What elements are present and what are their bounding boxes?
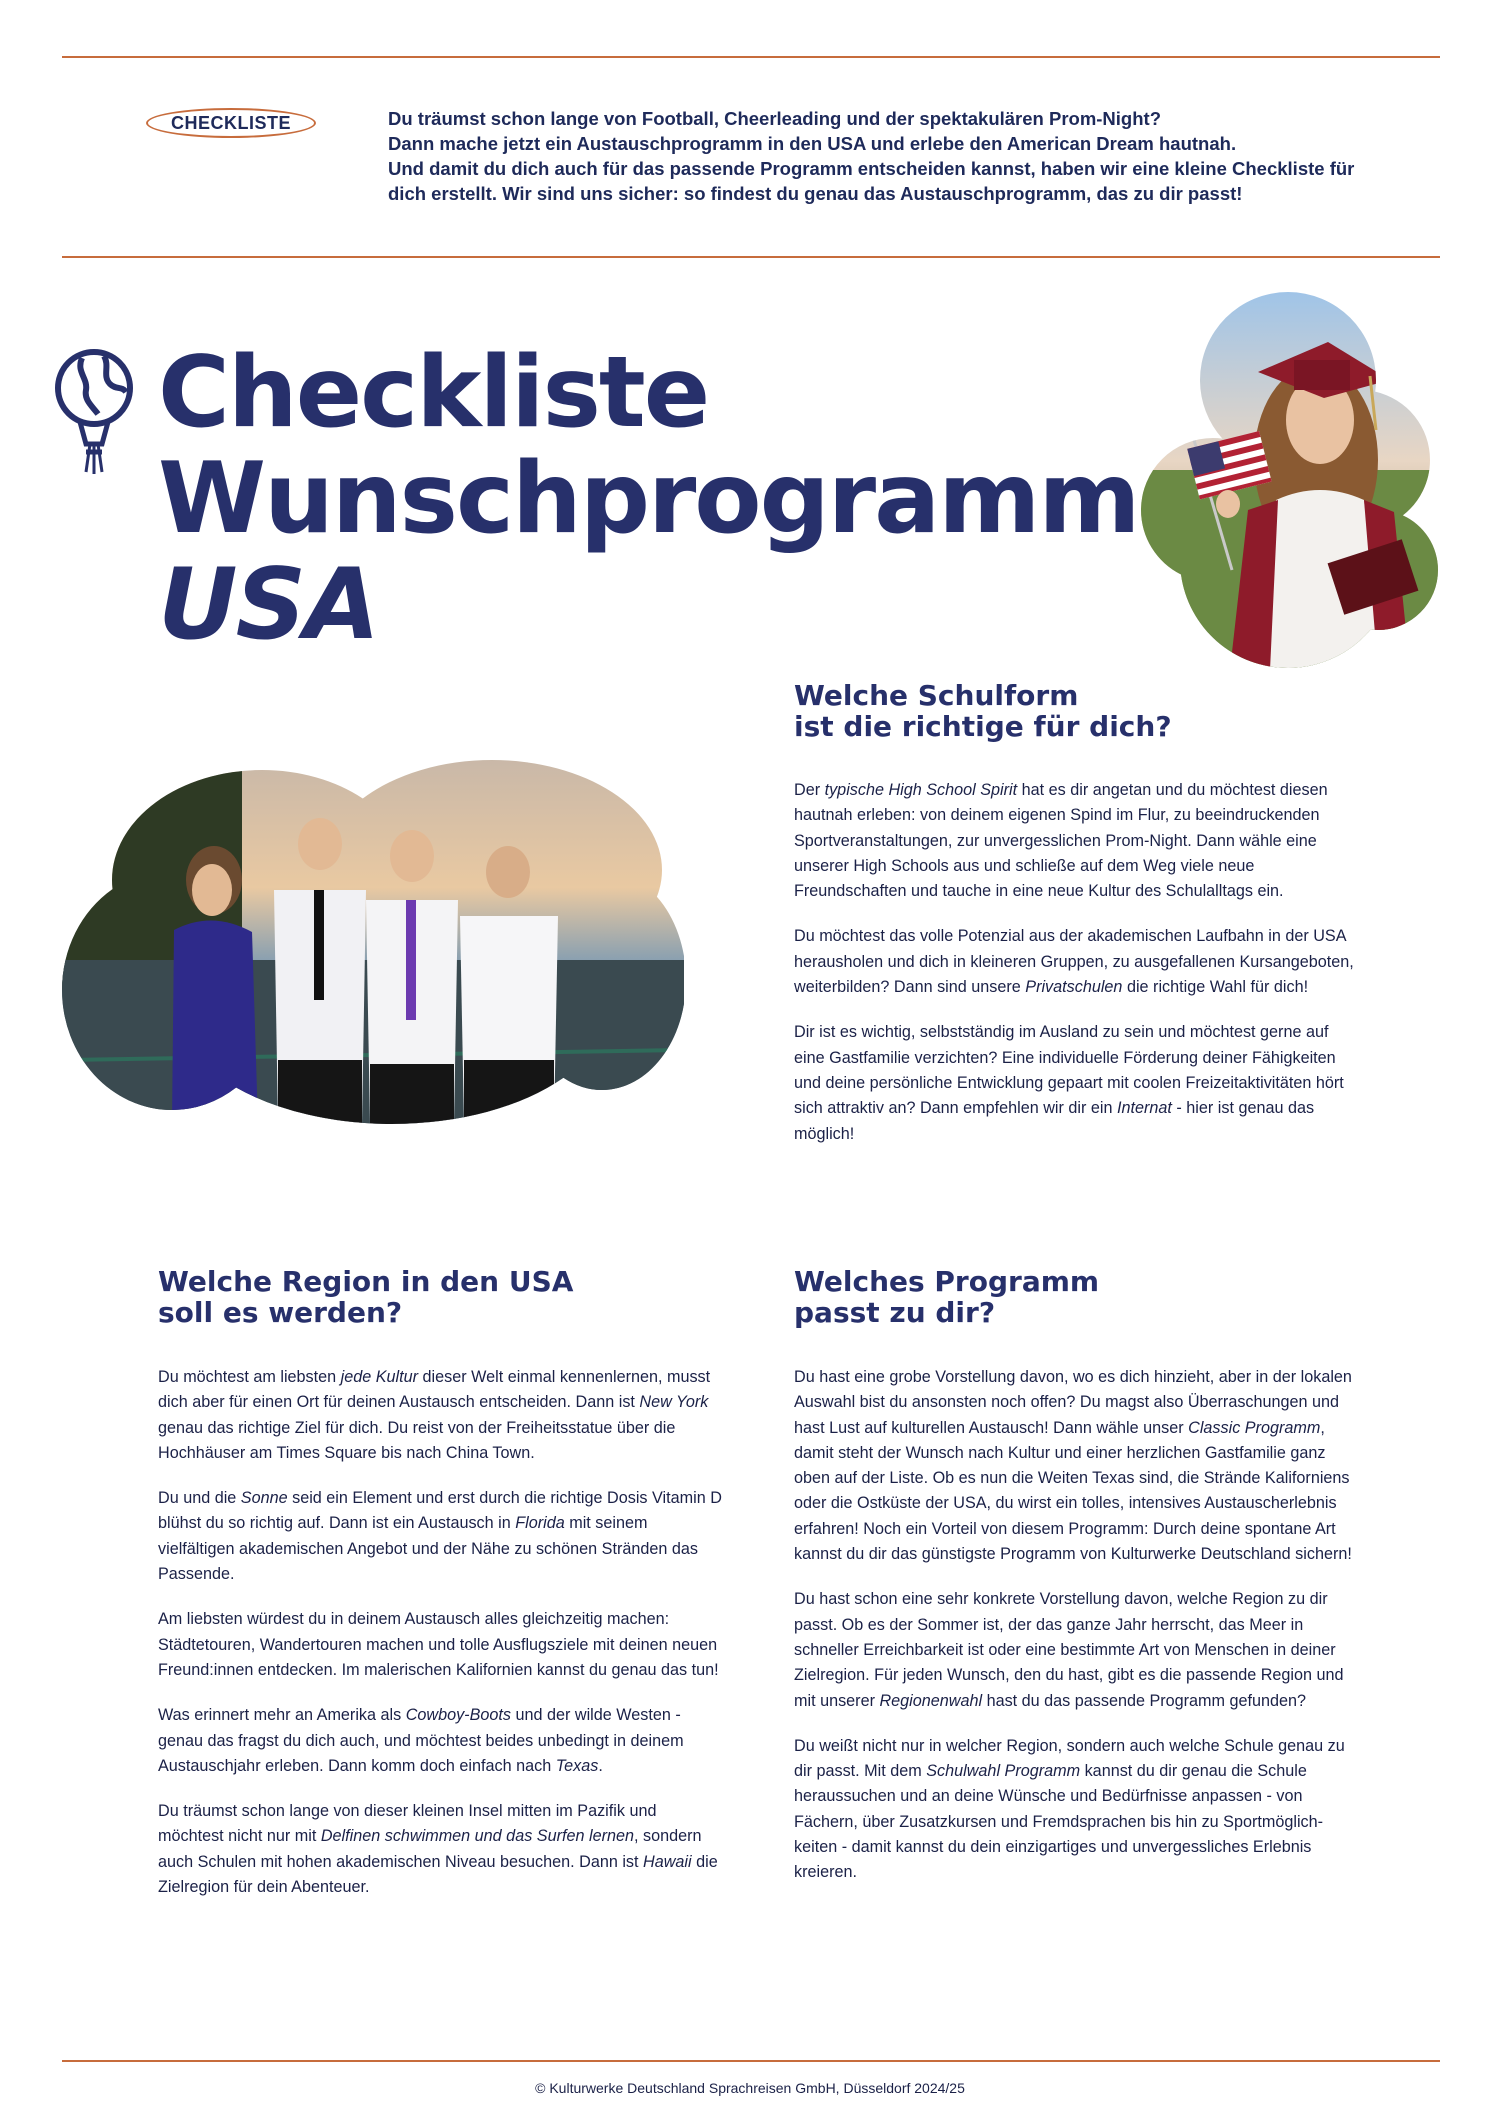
region-paragraph-4: Was erinnert mehr an Amerika als Cowboy-Boots und der wilde Westen - genau das fragst du dich auch, und möchtest beides unbedingt in deinem Austauschjahr erleben. Dann komm doch einfach nach Texas. bbox=[158, 1706, 684, 1775]
schulform-paragraph-2: Du möchtest das volle Potenzial aus der akademischen Laufbahn in der USA herausholen und dich in kleineren Gruppen, zu ausgefallenen Kursangeboten, weiterbilden? Dann sind unsere Privatschulen die richtige Wahl für dich! bbox=[794, 927, 1354, 997]
region-paragraph-5: Du träumst schon lange von dieser kleinen Insel mitten im Pazifik und möchtest nicht nur mit Delfinen schwimmen und das Surfen lernen, sondern auch Schulen mit hohen akademischen Niveau besuchen. Dann ist Hawaii die Zielregion für dein Abenteuer. bbox=[158, 1802, 718, 1897]
intro-line: Du träumst schon lange von Football, Cheerleading und der spektakulären Prom-Night? bbox=[388, 108, 1161, 129]
group-photo bbox=[62, 760, 684, 1124]
schulform-paragraph-1: Der typische High School Spirit hat es dir angetan und du möchtest diesen hautnah erleben: von deinem eigenen Spind im Flur, zu beeindruckenden Sportveranstaltungen, zur unvergesslichen Prom-Night. Dann wähle eine unserer High Schools aus und schließe auf dem Weg viele neue Freundschaften und tauche in eine neue Kultur des Schulalltags ein. bbox=[794, 781, 1328, 901]
schulform-heading-line-2: ist die richtige für dich? bbox=[794, 710, 1172, 743]
title-line-1: Checkliste bbox=[158, 336, 709, 450]
region-paragraph-3: Am liebsten würdest du in deinem Austausch alles gleichzeitig machen: Städtetouren, Wandertouren machen und tolle Ausflugsziele mit deinen neuen Freund:innen entdecken. Im malerischen Kalifornien kannst du genau das tun! bbox=[158, 1610, 719, 1679]
top-divider bbox=[62, 56, 1440, 58]
schulform-text bbox=[794, 778, 1360, 1167]
region-paragraph-1: Du möchtest am liebsten jede Kultur dieser Welt einmal kennenlernen, musst dich aber für einen Ort für deinen Austausch entscheiden. Dann ist New York genau das richtige Ziel für dich. Du reist von der Freiheitsstatue über die Hochhäuser am Times Square bis nach China Town. bbox=[158, 1368, 711, 1462]
intro-divider bbox=[62, 256, 1440, 258]
region-text bbox=[158, 1365, 724, 1920]
region-heading-line-1: Welche Region in den USA bbox=[158, 1265, 574, 1298]
schulform-heading bbox=[794, 680, 1172, 742]
graduate-photo bbox=[1138, 290, 1440, 670]
programm-paragraph-3: Du weißt nicht nur in welcher Region, sondern auch welche Schule genau zu dir passt. Mit dem Schulwahl Programm kannst du dir genau die Schule heraussuchen und an deine Wünsche und Bedürfnisse anpassen - von Fächern, über Zusatzkursen und Fremdsprachen bis hin zu Sportmöglich-keiten - damit kannst du dein einzigartiges und unvergessliches Erlebnis kreieren. bbox=[794, 1736, 1345, 1882]
region-heading bbox=[158, 1266, 573, 1328]
title-line-3: USA bbox=[158, 548, 379, 662]
programm-heading-line-1: Welches Programm bbox=[794, 1265, 1100, 1298]
checkliste-badge: CHECKLISTE bbox=[146, 108, 316, 138]
programm-paragraph-2: Du hast schon eine sehr konkrete Vorstellung davon, welche Region zu dir passt. Ob es der Sommer ist, der das ganze Jahr herrscht, das Meer in schneller Erreichbarkeit ist oder eine bestimmte Art von Menschen in deiner Zielregion. Für jeden Wunsch, den du hast, gibt es die passende Region und mit unserer Regionenwahl hast du das passende Programm gefunden? bbox=[794, 1590, 1344, 1710]
programm-heading-line-2: passt zu dir? bbox=[794, 1296, 996, 1329]
intro-line: dich erstellt. Wir sind uns sicher: so findest du genau das Austauschprogramm, das zu dir passt! bbox=[388, 183, 1243, 204]
intro-line: Dann mache jetzt ein Austauschprogramm in den USA und erlebe den American Dream hautnah. bbox=[388, 133, 1237, 154]
intro-line: Und damit du dich auch für das passende Programm entscheiden kannst, haben wir eine kleine Checkliste für bbox=[388, 158, 1355, 179]
title-line-2: Wunschprogramm bbox=[158, 442, 1139, 556]
lightbulb-globe-icon bbox=[52, 348, 136, 478]
programm-heading bbox=[794, 1266, 1099, 1328]
programm-paragraph-1: Du hast eine grobe Vorstellung davon, wo es dich hinzieht, aber in der lokalen Auswahl bist du ansonsten noch offen? Du magst also Überraschungen und hast Lust auf kulturellen Austausch! Dann wähle unser Classic Programm, damit steht der Wunsch nach Kultur und einer herzlichen Gastfamilie ganz oben auf der Liste. Ob es nun die Weiten Texas sind, die Strände Kaliforniens oder die Ostküste der USA, du wirst ein tolles, intensives Austauscherlebnis erfahren! Noch ein Vorteil von diesem Programm: Durch deine spontane Art kannst du dir das günstigste Programm von Kulturwerke Deutschland sichern! bbox=[794, 1368, 1352, 1564]
page-title bbox=[158, 336, 1139, 662]
intro-text bbox=[388, 106, 1388, 206]
footer-divider bbox=[62, 2060, 1440, 2062]
region-heading-line-2: soll es werden? bbox=[158, 1296, 403, 1329]
schulform-heading-line-1: Welche Schulform bbox=[794, 679, 1079, 712]
programm-text bbox=[794, 1365, 1360, 1906]
schulform-paragraph-3: Dir ist es wichtig, selbstständig im Ausland zu sein und möchtest gerne auf eine Gastfamilie verzichten? Eine individuelle Förderung deiner Fähigkeiten und deine persönliche Entwicklung gepaart mit coolen Freizeitaktivitäten hört sich attraktiv an? Dann empfehlen wir dir ein Internat - hier ist genau das möglich! bbox=[794, 1023, 1344, 1143]
region-paragraph-2: Du und die Sonne seid ein Element und erst durch die richtige Dosis Vitamin D blühst du so richtig auf. Dann ist ein Austausch in Florida mit seinem vielfältigen akademischen Angebot und der Nähe zu schönen Stränden das Passende. bbox=[158, 1489, 722, 1584]
footer-copyright: © Kulturwerke Deutschland Sprachreisen GmbH, Düsseldorf 2024/25 bbox=[535, 2080, 965, 2096]
